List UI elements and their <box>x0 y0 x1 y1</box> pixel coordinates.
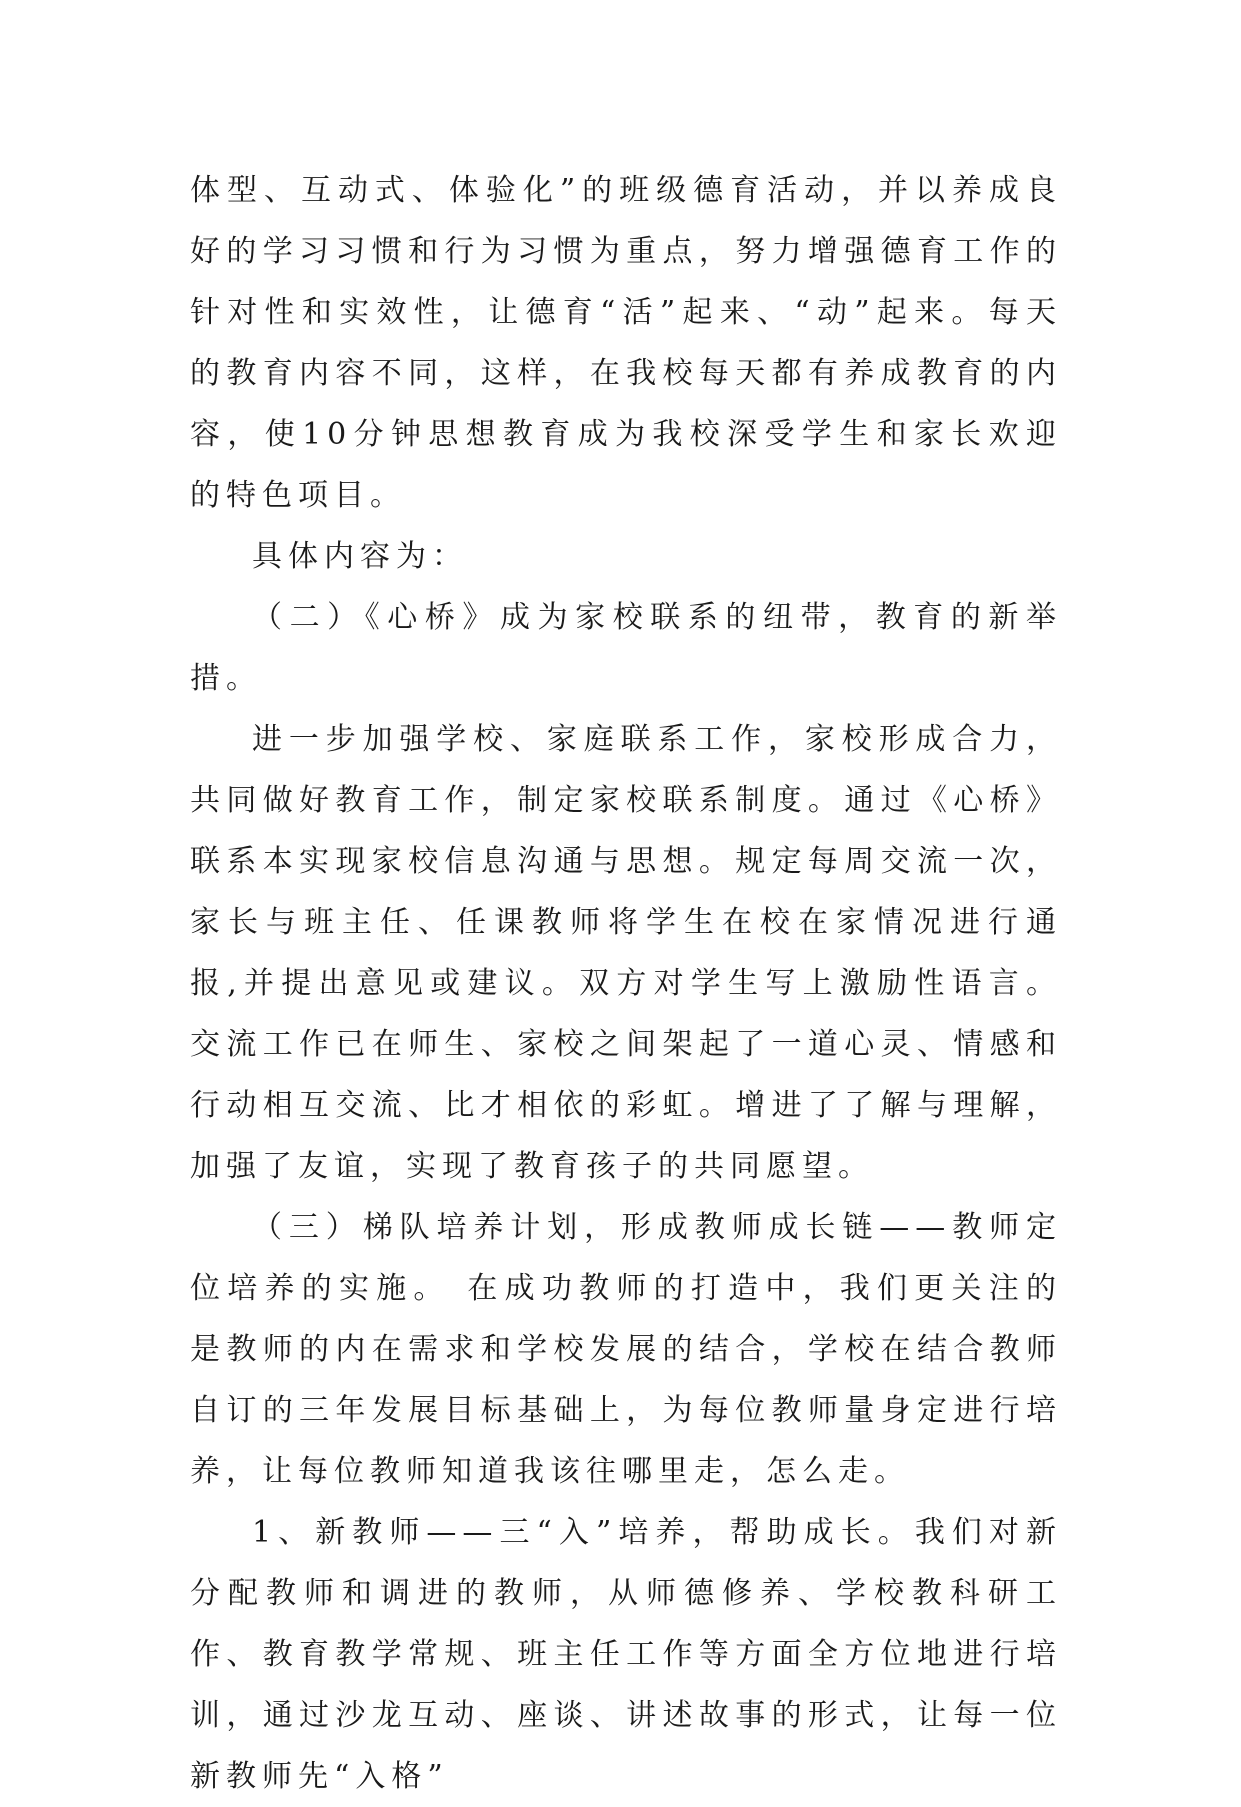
paragraph-specific-content-heading: 具体内容为： <box>252 539 468 574</box>
document-body <box>190 160 1062 1807</box>
paragraph-home-school-contact: 进一步加强学校、家庭联系工作，家校形成合力，共同做好教育工作，制定家校联系制度。通过《心桥》联系本实现家校信息沟通与思想。规定每周交流一次，家长与班主任、任课教师将学生在校在家情况进行通报,并提出意见或建议。双方对学生写上激励性语言。交流工作已在师生、家校之间架起了一道心灵、情感和行动相互交流、比才相依的彩虹。增进了了解与理解，加强了友谊，实现了教育孩子的共同愿望。 <box>190 722 1062 1184</box>
section-heading-teacher-training: （三）梯队培养计划，形成教师成长链——教师定位培养的实施。 在成功教师的打造中，我们更关注的是教师的内在需求和学校发展的结合，学校在结合教师自订的三年发展目标基础上，为每位教师量身定进行培养，让每位教师知道我该往哪里走，怎么走。 <box>190 1210 1062 1489</box>
paragraph-new-teacher-training: 1、新教师——三“入”培养，帮助成长。我们对新分配教师和调进的教师，从师德修养、学校教科研工作、教育教学常规、班主任工作等方面全方位地进行培训，通过沙龙互动、座谈、讲述故事的形式，让每一位新教师先“入格” <box>190 1515 1062 1794</box>
section-heading-xinqiao: （二）《心桥》成为家校联系的纽带，教育的新举措。 <box>190 600 1062 696</box>
paragraph-continued-moral-education: 体型、互动式、体验化”的班级德育活动，并以养成良好的学习习惯和行为习惯为重点，努力增强德育工作的针对性和实效性，让德育“活”起来、“动”起来。每天的教育内容不同，这样，在我校每天都有养成教育的内容，使10分钟思想教育成为我校深受学生和家长欢迎的特色项目。 <box>190 173 1062 513</box>
